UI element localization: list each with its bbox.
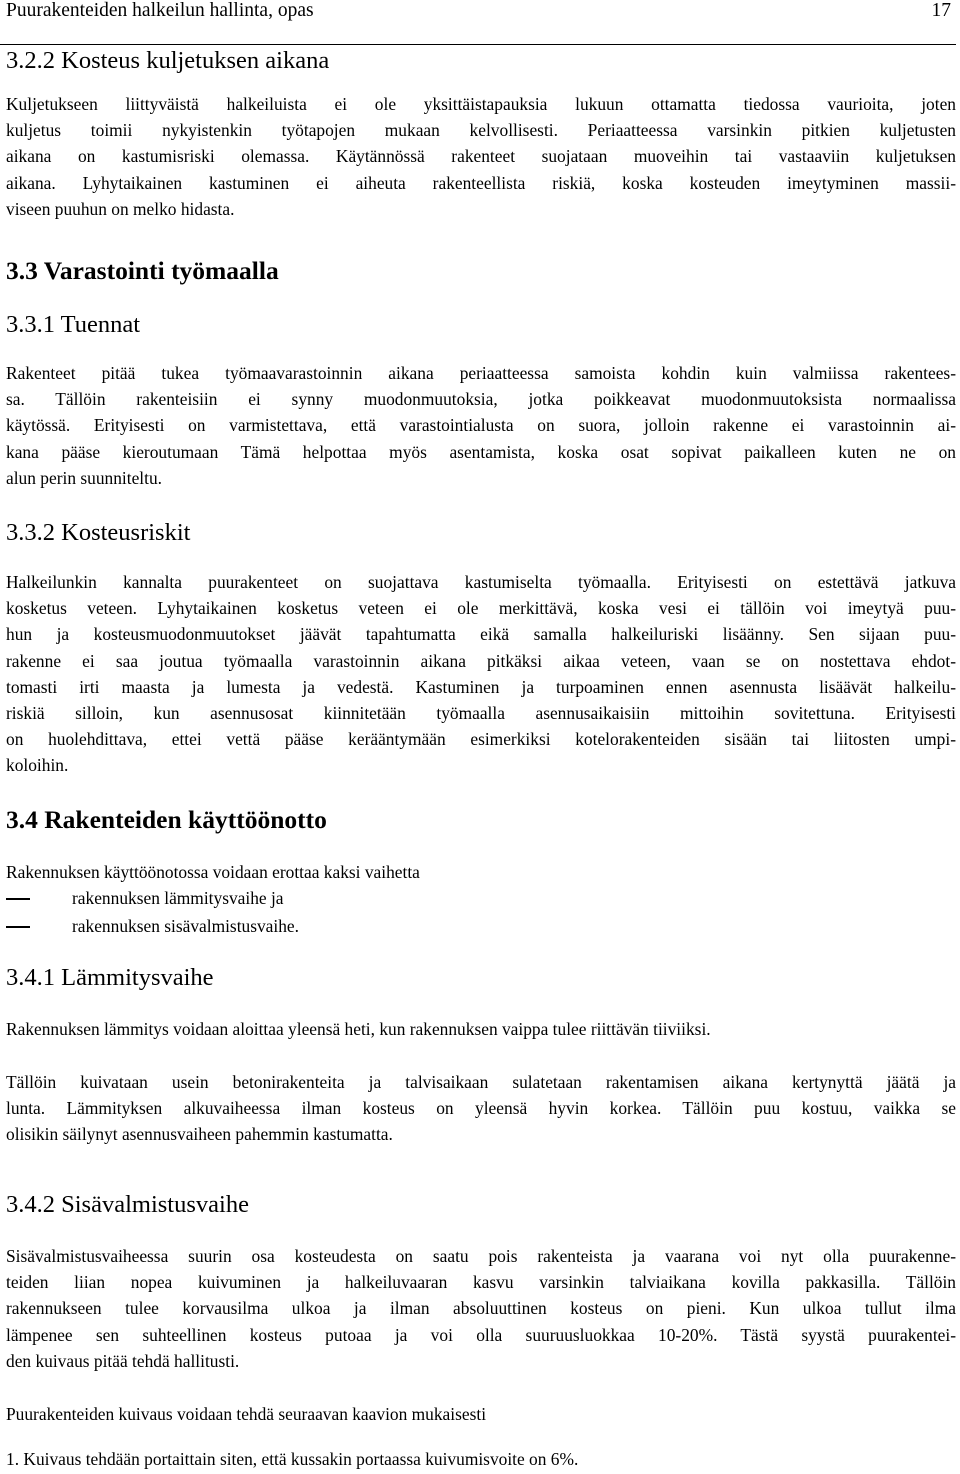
text-line: koloihin. bbox=[6, 755, 69, 776]
running-title: Puurakenteiden halkeilun hallinta, opas bbox=[6, 0, 314, 21]
paragraph-transport-moisture bbox=[6, 91, 956, 222]
text-line: Rakennuksen lämmitys voidaan aloittaa yleensä heti, kun rakennuksen vaippa tulee riittävän tiiviiksi. bbox=[6, 1019, 711, 1039]
text-line: Kuljetukseen liittyväistä halkeiluista ei ole yksittäistapauksia lukuun ottamatta tiedossa vaurioita, joten bbox=[6, 94, 956, 114]
intro-text: Rakennuksen käyttöönotossa voidaan erottaa kaksi vaihetta bbox=[6, 862, 420, 882]
text-line: lunta. Lämmityksen alkuvaiheessa ilman kosteus on yleensä hyvin korkea. Tällöin puu kostuu, vaikka se bbox=[6, 1098, 956, 1119]
text-line: tomasti irti maasta ja lumesta ja vedestä. Kastuminen ja turpoaminen ennen asennusta lisäävät halkeilu- bbox=[6, 676, 956, 697]
text-line: aikana on kastumisriski olemassa. Käytännössä rakenteet suojataan muoveihin tai vastaaviin kuljetuksen bbox=[6, 146, 956, 167]
section-heading-3-3-2: 3.3.2 Kosteusriskit bbox=[6, 519, 191, 546]
text-line: kana pääse kieroutumaan Tämä helpottaa myös asentamista, koska osat sopivat paikalleen kuten ne on bbox=[6, 441, 956, 462]
paragraph-drying-schedule bbox=[6, 1401, 956, 1427]
text-line: Halkeilunkin kannalta puurakenteet on suojattava kastumiselta työmaalla. Erityisesti on estettävä jatkuva bbox=[6, 572, 956, 592]
section-heading-3-4: 3.4 Rakenteiden käyttöönotto bbox=[6, 805, 327, 834]
text-line: aikana. Lyhytaikainen kastuminen ei aiheuta rakenteellista riskiä, koska kosteuden imeytyminen massii- bbox=[6, 172, 956, 193]
section-heading-3-4-1: 3.4.1 Lämmitysvaihe bbox=[6, 964, 214, 991]
text-line: riskiä silloin, kun asennusosat kiinnitetään työmaalla asennusaikaisiin mittoihin sovitettuna. Erityisesti bbox=[6, 703, 956, 724]
text-line: Tällöin kuivataan usein betonirakenteita ja talvisaikaan sulatetaan rakentamisen aikana kertynyttä jäätä ja bbox=[6, 1072, 956, 1092]
running-header bbox=[0, 0, 956, 45]
text-line: kuljetus toimii nykyistenkin työtapojen mukaan kelvollisesti. Periaatteessa varsinkin pitkien kuljetusten bbox=[6, 120, 956, 141]
list-dash-bullet bbox=[6, 926, 30, 928]
text-line: käytössä. Erityisesti on varmistettava, että varastointialusta on suora, jolloin rakenne ei varastoinnin ai- bbox=[6, 415, 956, 436]
paragraph-finishing bbox=[6, 1243, 956, 1374]
list-item: rakennuksen sisävalmistusvaihe. bbox=[72, 916, 299, 936]
list-item: rakennuksen lämmitysvaihe ja bbox=[72, 888, 284, 908]
text-line: rakenne ei saa joutua työmaalla varastoinnin aikana pitkäksi aikaa veteen, vaan se on nostettava ehdot- bbox=[6, 650, 956, 671]
paragraph-heating-1 bbox=[6, 1016, 956, 1042]
text-line: olisikin säilynyt asennusvaiheen pahemmin kastumatta. bbox=[6, 1124, 393, 1145]
text-line: kosketus veteen. Lyhytaikainen kosketus veteen ei ole merkittävä, koska vesi ei tällöin voi imeytyä puu- bbox=[6, 598, 956, 619]
numbered-list bbox=[6, 1446, 956, 1472]
paragraph-heating-2 bbox=[6, 1069, 956, 1148]
page-number: 17 bbox=[931, 0, 951, 21]
text-line: rakennukseen tulee korvausilma ulkoa ja ilman absoluuttinen kosteus on pieni. Kun ulkoa tullut ilma bbox=[6, 1298, 956, 1319]
text-line: lämpenee sen suhteellinen kosteus putoaa ja voi olla suuruusluokkaa 10-20%. Tästä syystä puurakentei- bbox=[6, 1324, 956, 1345]
text-line: alun perin suunniteltu. bbox=[6, 467, 163, 488]
paragraph-moisture-risks bbox=[6, 569, 956, 779]
section-heading-3-2-2: 3.2.2 Kosteus kuljetuksen aikana bbox=[6, 47, 330, 74]
text-line: hun ja kosteusmuodonmuutokset jäävät tapahtumatta eikä samalla halkeiluriski lisäänny. Sen sijaan puu- bbox=[6, 624, 956, 645]
numbered-list-item: 1. Kuivaus tehdään portaittain siten, että kussakin portaassa kuivumisvoite on 6%. bbox=[6, 1449, 579, 1469]
text-line: teiden liian nopea kuivuminen ja halkeiluvaaran kasvu varsinkin talviaikana kovilla pakkasilla. Tällöin bbox=[6, 1272, 956, 1293]
section-heading-3-3: 3.3 Varastointi työmaalla bbox=[6, 256, 279, 285]
list-dash-bullet bbox=[6, 898, 30, 900]
text-line: sa. Tällöin rakenteisiin ei synny muodonmuutoksia, jotka poikkeavat muodonmuutoksista normaalissa bbox=[6, 389, 956, 410]
text-line: Sisävalmistusvaiheessa suurin osa kosteudesta on saatu pois rakenteista ja vaarana voi nyt olla puurakenne- bbox=[6, 1246, 956, 1266]
text-line: den kuivaus pitää tehdä hallitusti. bbox=[6, 1350, 240, 1371]
text-line: Puurakenteiden kuivaus voidaan tehdä seuraavan kaavion mukaisesti bbox=[6, 1404, 487, 1424]
paragraph-supports bbox=[6, 360, 956, 491]
section-heading-3-3-1: 3.3.1 Tuennat bbox=[6, 311, 141, 338]
section-heading-3-4-2: 3.4.2 Sisävalmistusvaihe bbox=[6, 1191, 249, 1218]
text-line: on huolehdittava, ettei vettä pääse kerääntymään esimerkiksi kotelorakenteiden sisään tai liitosten umpi- bbox=[6, 729, 956, 750]
text-line: viseen puuhun on melko hidasta. bbox=[6, 198, 235, 219]
text-line: Rakenteet pitää tukea työmaavarastoinnin aikana periaatteessa samoista kohdin kuin valmiissa rakentees- bbox=[6, 363, 956, 383]
